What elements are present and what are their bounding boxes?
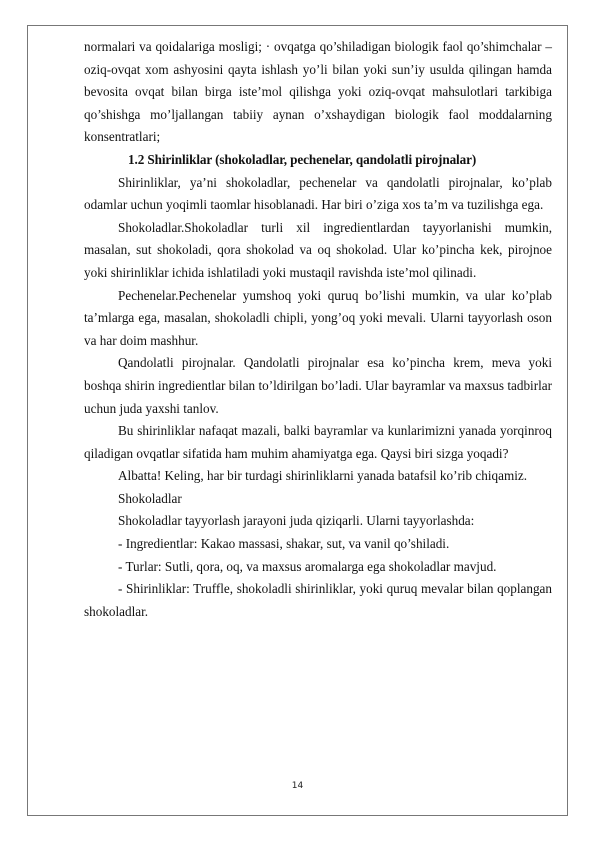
paragraph-definitions: normalari va qoidalariga mosligi; · ovqatga qo’shiladigan biologik faol qo’shimchalar – oziq-ovqat xom ashyosini qayta ishlash yo’li bilan yoki sun’iy usulda qilingan hamda bevosita ovqat bilan birga iste’mol qilishga yoki oziq-ovqat mahsulotlari tarkibiga qo’shishga mo’ljallangan tabiiy aynan o’xshaydigan biologik faol moddalarning konsentratlari; — [84, 39, 552, 145]
paragraph-pastries: Qandolatli pirojnalar. Qandolatli pirojnalar esa ko’pincha krem, meva yoki boshqa shirin ingredientlar bilan to’ldirilgan bo’ladi. Ular bayramlar va maxsus tadbirlar uchun juda yaxshi tanlov. — [84, 355, 552, 416]
list-item-sweets: - Shirinliklar: Truffle, shokoladli shirinliklar, yoki quruq mevalar bilan qoplangan shokoladlar. — [84, 581, 552, 619]
paragraph-summary: Bu shirinliklar nafaqat mazali, balki bayramlar va kunlarimizni yanada yorqinroq qiladigan ovqatlar sifatida ham muhim ahamiyatga ega. Qaysi biri sizga yoqadi? — [84, 423, 552, 461]
subheading-chocolates: Shokoladlar — [118, 490, 182, 506]
list-item-ingredients: - Ingredientlar: Kakao massasi, shakar, sut, va vanil qo’shiladi. — [118, 536, 450, 552]
paragraph-details: Albatta! Keling, har bir turdagi shirinliklarni yanada batafsil ko’rib chiqamiz. — [118, 468, 528, 484]
section-heading: 1.2 Shirinliklar (shokoladlar, pechenelar, qandolatli pirojnalar) — [128, 151, 477, 167]
paragraph-chocolates: Shokoladlar.Shokoladlar turli xil ingredientlardan tayyorlanishi mumkin, masalan, sut shokoladi, qora shokolad va oq shokolad. Ular ko’pincha kek, pirojnoe yoki shirinliklar ichida ishlatiladi yoki mustaqil ravishda iste’mol qilinadi. — [84, 219, 552, 280]
paragraph-intro: Shirinliklar, ya’ni shokoladlar, pechenelar va qandolatli pirojnalar, ko’plab odamlar uchun yoqimli taomlar hisoblanadi. Har biri o’ziga xos ta’m va tuzilishga ega. — [84, 174, 552, 213]
page-number: 14 — [291, 781, 304, 791]
paragraph-cookies: Pechenelar.Pechenelar yumshoq yoki quruq bo’lishi mumkin, va ular ko’plab ta’mlarga ega, masalan, shokoladli chipli, yong’oq yoki mevali. Ularni tayyorlash oson va har doim mashhur. — [84, 287, 552, 348]
document-body — [84, 36, 552, 623]
list-item-types: - Turlar: Sutli, qora, oq, va maxsus aromalarga ega shokoladlar mavjud. — [118, 558, 497, 574]
paragraph-process: Shokoladlar tayyorlash jarayoni juda qiziqarli. Ularni tayyorlashda: — [118, 513, 475, 529]
